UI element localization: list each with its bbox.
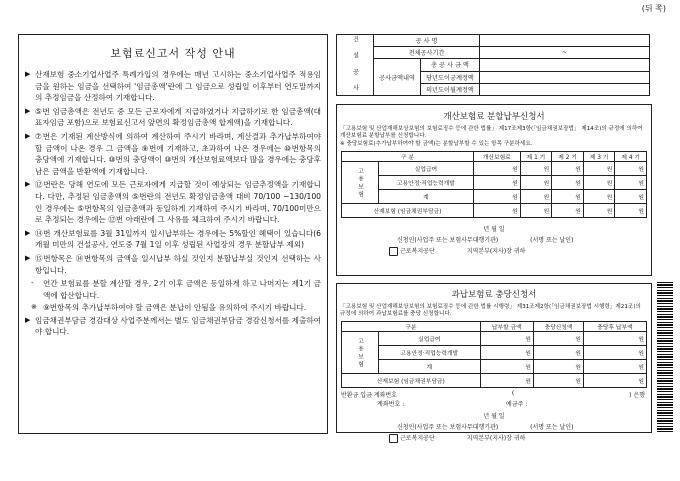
table-row	[342, 331, 647, 345]
amount-cell[interactable]: 원	[583, 204, 615, 218]
amount-cell[interactable]: 원	[480, 359, 533, 373]
bullet-mark: ▶	[25, 106, 31, 115]
page-note: (뒤 쪽)	[641, 4, 666, 13]
table-row	[342, 359, 647, 373]
installment-title: 개산보험료 분할납부신청서	[443, 112, 545, 122]
agency-logo-icon	[389, 247, 398, 256]
amount-cell[interactable]: 원	[584, 373, 647, 387]
project-name-label: 공 사 명	[374, 35, 480, 47]
instruction-item	[25, 131, 321, 177]
instruction-text: ⑫번란은 당해 연도에 모든 근로자에게 지급할 것이 예상되는 임금추정액을 기재합니다. 다만, 추정된 임금총액의 ⑤번란의 전년도 확정임금총액 대비 70/100 ~130/100인 경우에는 ⑤번항목의 임금총액과 동일하게 기재하여 주시기 바라며, 70/100미만으로 추정되는 경우에는 ⑫번 아래란에 그 사유를 체크하여 주시기 바랍니다.	[35, 180, 321, 225]
amount-cell[interactable]: 원	[552, 162, 584, 176]
table-row	[342, 373, 647, 387]
amount-cell[interactable]: 원	[480, 331, 533, 345]
row-label: 산재보험 (임금채권부담금)	[342, 373, 481, 387]
row-label: 실업급여	[379, 162, 474, 176]
installment-table	[341, 151, 647, 218]
amount-cell[interactable]: 원	[615, 162, 647, 176]
period-tilde: ~	[561, 49, 568, 57]
instruction-item	[25, 253, 321, 276]
amount-cell[interactable]: 원	[552, 176, 584, 190]
bullet-mark: -	[31, 279, 34, 288]
group-label: 고 용 보 험	[342, 162, 379, 204]
table-header: 구분	[342, 321, 481, 331]
installment-sign-hint: (서명 또는 날인)	[530, 237, 574, 245]
overpayment-application	[336, 283, 652, 442]
amount-cell[interactable]: 원	[480, 345, 533, 359]
table-header: 제 2 기	[552, 152, 584, 162]
amount-cell[interactable]: 원	[520, 162, 552, 176]
installment-application	[336, 104, 652, 276]
project-amount-label: 공사금액내역	[374, 59, 421, 96]
bullet-mark: ▶	[25, 253, 31, 262]
amount-cell[interactable]: 원	[584, 331, 647, 345]
overpayment-title: 과납보험료 충당신청서	[451, 290, 537, 300]
table-header: 구 분	[342, 152, 474, 162]
refund-bank-open: (	[511, 389, 515, 397]
instruction-text: ⑮번항목은 ⑭번항목의 금액을 일시납부 하실 것인지 분할납부실 것인지 선택하는 사항입니다.	[35, 253, 321, 275]
table-row	[342, 345, 647, 359]
total-amount-field[interactable]	[480, 59, 650, 71]
amount-cell[interactable]: 원	[480, 373, 533, 387]
instruction-item	[25, 106, 321, 129]
table-row	[342, 176, 647, 190]
bullet-mark: ▶	[25, 315, 31, 324]
overpayment-office: 지역본부(지사)장 귀하	[466, 434, 526, 442]
table-header: 개산보험료	[473, 152, 520, 162]
current-year-field[interactable]	[480, 71, 650, 83]
instruction-text: ⑨번항목의 추가납부하여야 할 금액은 분납이 안됨을 유의하여 주시기 바랍니다.	[43, 303, 307, 313]
table-header: 충당신청액	[533, 321, 583, 331]
amount-cell[interactable]: 원	[520, 204, 552, 218]
table-row	[342, 190, 647, 204]
amount-cell[interactable]: 원	[473, 204, 520, 218]
prev-year-field[interactable]	[480, 83, 650, 95]
row-label: 고용안정·직업능력개발	[379, 176, 474, 190]
instruction-item	[25, 278, 321, 301]
overpayment-date: 년 월 일	[483, 412, 505, 420]
instruction-text: 연간 보험료를 분할 계산할 경우, 2기 이후 금액은 동일하게 하고 나머지는 제1기 금액에 합산합니다.	[43, 279, 321, 300]
instruction-text: ⑤번 임금총액은 전년도 중 모든 근로자에게 지급하였거나 지급하기로 한 임금총액(대표자임금 포함)으로 보험료신고서 앞면의 확정임금총액 합계액)을 기재합니다.	[35, 106, 321, 128]
prev-year-label: 의년도이월계정액	[421, 83, 480, 95]
amount-cell[interactable]: 원	[473, 162, 520, 176]
amount-cell[interactable]: 원	[615, 176, 647, 190]
instruction-text: 산재보험 중소기업사업주 특례가입의 경우에는 매년 고시하는 중소기업사업주 적용임금을 원하는 임금을 선택하여 '임금총액'란에 그 임금으로 성립일 이후부터 연도말까지의 추정임금을 산정하여 기재합니다.	[35, 70, 321, 103]
amount-cell[interactable]: 원	[533, 331, 583, 345]
row-label: 고용안정·직업능력개발	[379, 345, 481, 359]
overpayment-applicant: 신청인(사업주 또는 보험사무대행기관)	[397, 423, 499, 431]
amount-cell[interactable]: 원	[583, 162, 615, 176]
table-header: 납부할 금액	[480, 321, 533, 331]
amount-cell[interactable]: 원	[473, 190, 520, 204]
installment-agency: 근로복지공단	[400, 248, 435, 256]
overpayment-note: 「고용보험 및 산업재해보상보험의 보험료징수 등에 관한 법률 시행령」 제31조제2항(「임금채권보장법 시행령」제21조)의 규정에 의하여 과납보험료를 충당 신청합니다.	[340, 304, 641, 318]
project-period-label: 전체공사기간	[374, 47, 480, 59]
account-number-label: 계좌번호 :	[377, 400, 405, 408]
table-header: 제 3 기	[583, 152, 615, 162]
amount-cell[interactable]: 원	[533, 359, 583, 373]
instruction-text: 임금채권부담금 경감대상 사업주분께서는 별도 임금채권부담금 경감신청서를 제출하여야 합니다.	[35, 315, 321, 337]
instruction-text: ⑭번 개산보험료를 3월 31일까지 일시납부하는 경우에는 5%할인 혜택이 있습니다(6개월 미만의 건설공사, 연도중 7월 1일 이후 성립된 사업장의 경우 분할납부 제외)	[35, 228, 321, 250]
overpayment-sign-hint: (서명 또는 날인)	[530, 423, 574, 431]
current-year-label: 당년도이궁계정액	[421, 71, 480, 83]
overpayment-agency: 근로복지공단	[400, 434, 435, 442]
amount-cell[interactable]: 원	[520, 176, 552, 190]
instruction-item	[25, 179, 321, 225]
installment-note-2: ※ 충당보험료(추가납부하여야 할 금액)는 분할납부할 수 있는 항목 구분하세요.	[340, 140, 533, 147]
instruction-item	[25, 315, 321, 338]
instruction-title: 보험료신고서 작성 안내	[110, 47, 236, 60]
row-label: 실업급여	[379, 331, 481, 345]
instruction-list	[25, 69, 321, 340]
amount-cell[interactable]: 원	[533, 345, 583, 359]
bullet-mark: ※	[31, 303, 37, 312]
construction-info-table	[336, 34, 650, 96]
project-name-field[interactable]	[480, 35, 650, 47]
row-label: 산재보험 (임금채권부담금)	[342, 204, 474, 218]
refund-bank: ) 은행	[629, 391, 645, 399]
installment-date: 년 월 일	[483, 226, 505, 234]
instruction-item	[25, 228, 321, 251]
amount-cell[interactable]: 원	[583, 176, 615, 190]
account-holder-label: 예금주 :	[506, 400, 528, 408]
instruction-item	[25, 69, 321, 104]
total-amount-label: 총 공 사 금 액	[421, 59, 480, 71]
amount-cell[interactable]: 원	[552, 204, 584, 218]
amount-cell[interactable]: 원	[615, 204, 647, 218]
amount-cell[interactable]: 원	[584, 345, 647, 359]
instruction-text: ⑦번은 기재된 계산방식에 의하여 계산하여 주시기 바라며, 계산결과 추가납부하여야 할 금액이 나온 경우 그 금액을 ⑨번에 기재하고, 초과하여 나온 경우에는 ⑩번항목의 충당액에 기재합니다. ⑩번의 충당액이 ⑩번의 개산보험료액보다 많을 경우에는 충당후 남은 금액을 반환액에 기재합니다.	[35, 131, 321, 176]
bullet-mark: ▶	[25, 180, 31, 189]
amount-cell[interactable]: 원	[473, 176, 520, 190]
amount-cell[interactable]: 원	[584, 359, 647, 373]
amount-cell[interactable]: 원	[520, 190, 552, 204]
project-period-field[interactable]	[480, 47, 650, 59]
table-header: 제 1 기	[520, 152, 552, 162]
table-header: 제 4 기	[615, 152, 647, 162]
agency-logo-icon	[389, 434, 398, 443]
bullet-mark: ▶	[25, 131, 31, 140]
installment-applicant: 신청인(사업주 또는 보험사무대행기관)	[397, 237, 499, 245]
barcode	[657, 282, 673, 432]
bullet-mark: ▶	[25, 228, 31, 237]
instruction-item	[25, 302, 321, 314]
installment-note: 「고용보험 및 산업재해보상보험의 보험료징수 등에 관한 법률」 제17조제3항(「임금채권보장법」 제14조)의 규정에 의하여 개산보험료 분할납부를 신청합니다.	[340, 126, 643, 140]
table-row	[342, 162, 647, 176]
amount-cell[interactable]: 원	[615, 190, 647, 204]
group-label: 고 용 보 험	[342, 331, 379, 373]
table-header: 충당후 납부액	[584, 321, 647, 331]
row-label: 계	[379, 359, 481, 373]
amount-cell[interactable]: 원	[552, 190, 584, 204]
table-row	[342, 204, 647, 218]
installment-office: 지역본부(지사)장 귀하	[466, 248, 526, 256]
construction-side-label: 건 설 공 사	[337, 35, 374, 96]
overpayment-table	[341, 321, 647, 388]
row-label: 계	[379, 190, 474, 204]
refund-account-label: 반환금 입금 계좌번호	[341, 391, 397, 399]
instruction-panel	[18, 34, 328, 434]
bullet-mark: ▶	[25, 70, 31, 78]
amount-cell[interactable]: 원	[533, 373, 583, 387]
amount-cell[interactable]: 원	[583, 190, 615, 204]
